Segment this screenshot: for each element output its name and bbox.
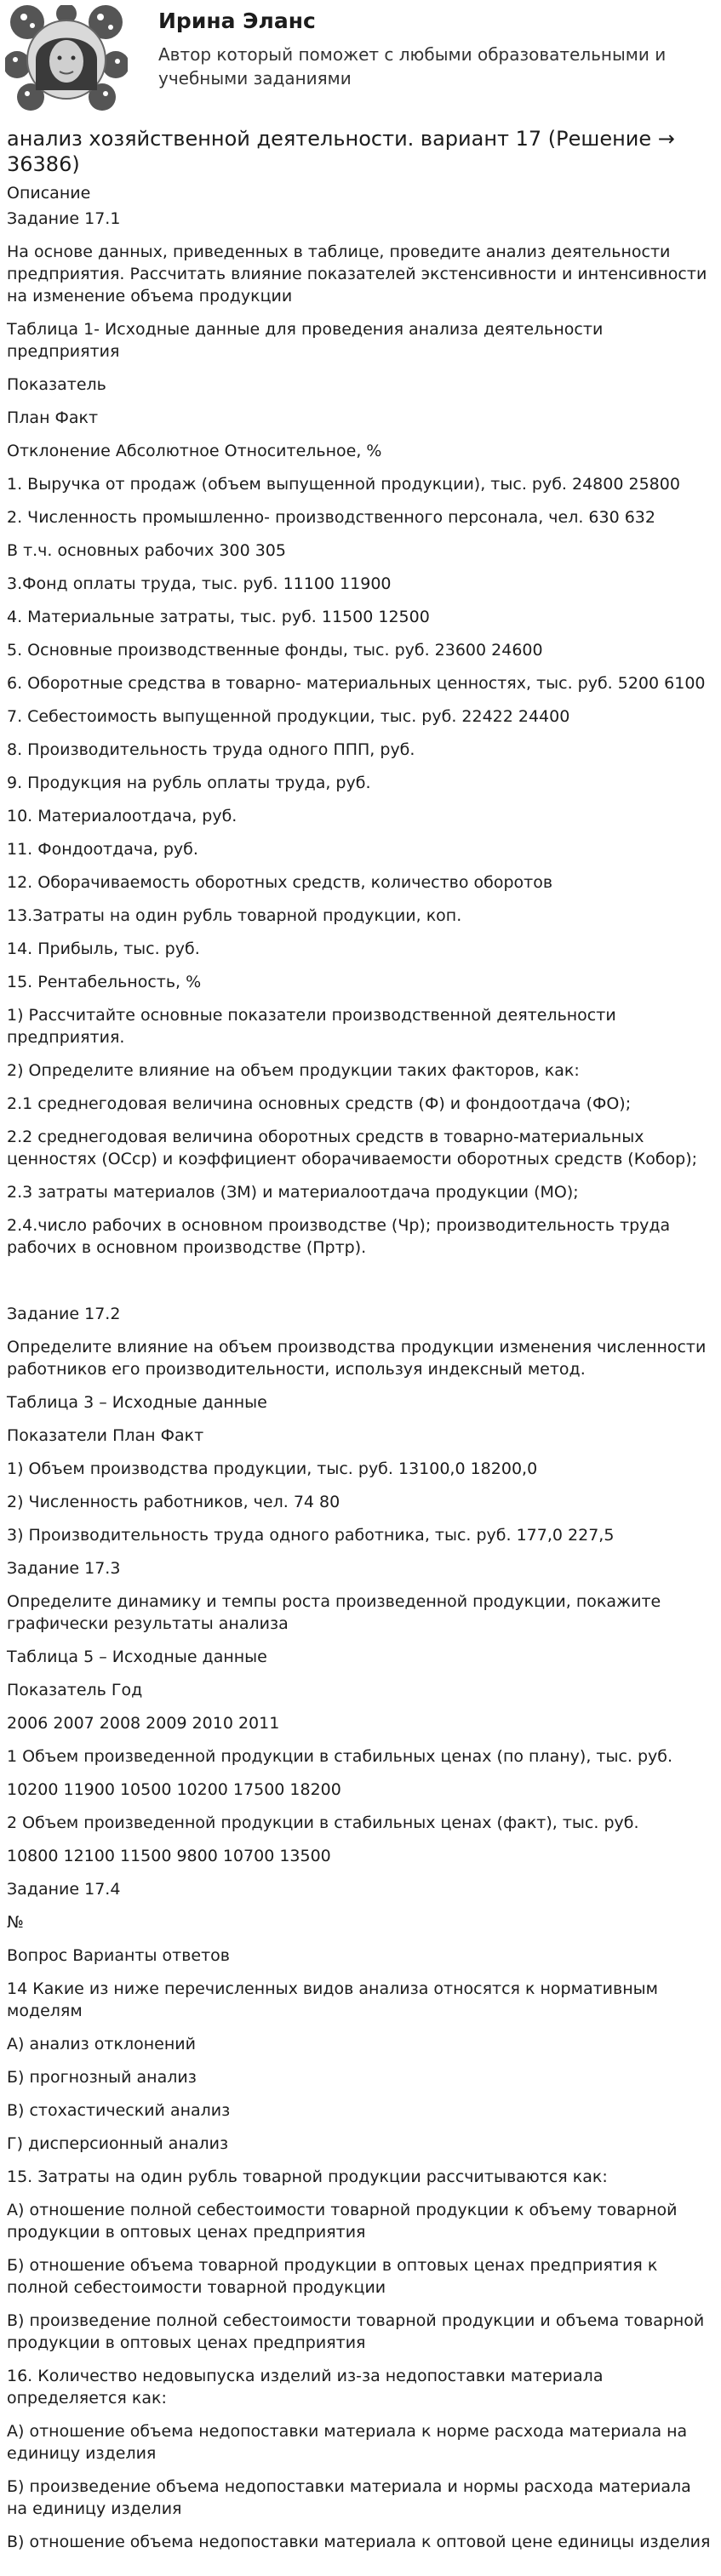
text-line: Таблица 5 – Исходные данные (7, 1648, 267, 1666)
text-line: 10200 11900 10500 10200 17500 18200 (7, 1780, 341, 1799)
text-line: 5. Основные производственные фонды, тыс. руб. 23600 24600 (7, 641, 543, 660)
text-line: 3) Производительность труда одного работника, тыс. руб. 177,0 227,5 (7, 1526, 615, 1545)
text-line: Показатели План Факт (7, 1426, 204, 1445)
text-line: Б) произведение объема недопоставки материала и нормы расхода материала на единицу изделия (7, 2477, 691, 2518)
text-line: 1. Выручка от продаж (объем выпущенной продукции), тыс. руб. 24800 25800 (7, 475, 680, 494)
text-line: Отклонение Абсолютное Относительное, % (7, 442, 382, 460)
text-line: 2.2 среднегодовая величина оборотных средств в товарно-материальных ценностях (ОСср) и коэффициент оборачиваемости оборотных средств (Кобор); (7, 1128, 698, 1168)
text-line: Вопрос Варианты ответов (7, 1946, 230, 1965)
text-line: Таблица 1- Исходные данные для проведения анализа деятельности предприятия (7, 320, 604, 361)
text-line: Показатель Год (7, 1681, 143, 1699)
text-line: 2 Объем произведенной продукции в стабильных ценах (факт), тыс. руб. (7, 1813, 639, 1832)
author-header (0, 0, 721, 123)
text-line: 11. Фондоотдача, руб. (7, 840, 198, 859)
text-line: 8. Производительность труда одного ППП, руб. (7, 740, 415, 759)
text-line: 10. Материалоотдача, руб. (7, 807, 237, 825)
text-line: Показатель (7, 375, 106, 394)
text-line: Определите динамику и темпы роста произведенной продукции, покажите графически результаты анализа (7, 1592, 661, 1633)
task-description (7, 182, 715, 2564)
text-line: Г) дисперсионный анализ (7, 2134, 229, 2153)
text-line: 2) Численность работников, чел. 74 80 (7, 1493, 340, 1511)
description-label: Описание (7, 184, 91, 203)
text-line: 15. Затраты на один рубль товарной продукции рассчитываются как: (7, 2168, 608, 2186)
text-line: Задание 17.3 (7, 1559, 121, 1578)
text-line: Таблица 3 – Исходные данные (7, 1393, 267, 1412)
text-line: Задание 17.4 (7, 1880, 121, 1899)
text-line: 12. Оборачиваемость оборотных средств, количество оборотов (7, 873, 553, 892)
text-line: В т.ч. основных рабочих 300 305 (7, 541, 286, 560)
text-line: 2) Определите влияние на объем продукции таких факторов, как: (7, 1061, 580, 1080)
text-line: А) анализ отклонений (7, 2035, 196, 2053)
text-line: Определите влияние на объем производства продукции изменения численности работников его производительности, используя индексный метод. (7, 1338, 707, 1379)
text-line: 13.Затраты на один рубль товарной продукции, коп. (7, 906, 462, 925)
text-line: В) стохастический анализ (7, 2101, 231, 2120)
text-line: 14 Какие из ниже перечисленных видов анализа относятся к нормативным моделям (7, 1979, 658, 2020)
text-line: 9. Продукция на рубль оплаты труда, руб. (7, 774, 371, 792)
text-line: В) произведение полной себестоимости товарной продукции и объема товарной продукции в оптовых ценах предприятия (7, 2311, 705, 2352)
text-line: 1 Объем произведенной продукции в стабильных ценах (по плану), тыс. руб. (7, 1747, 673, 1766)
text-line: Б) прогнозный анализ (7, 2068, 197, 2087)
text-line: 7. Себестоимость выпущенной продукции, тыс. руб. 22422 24400 (7, 707, 570, 726)
text-line: 16. Количество недовыпуска изделий из-за недопоставки материала определяется как: (7, 2367, 604, 2408)
text-line: 4. Материальные затраты, тыс. руб. 11500 12500 (7, 608, 430, 626)
text-line: План Факт (7, 408, 99, 427)
text-line: 2.1 среднегодовая величина основных средств (Ф) и фондоотдача (ФО); (7, 1094, 632, 1113)
text-line: 2. Численность промышленно- производственного персонала, чел. 630 632 (7, 508, 655, 527)
text-line: 6. Оборотные средства в товарно- материальных ценностях, тыс. руб. 5200 6100 (7, 674, 706, 693)
text-line: Б) отношение объема товарной продукции в оптовых ценах предприятия к полной себестоимости товарной продукции (7, 2256, 658, 2297)
text-line: В) отношение объема недопоставки материала к оптовой цене единицы изделия (7, 2533, 711, 2551)
text-line: А) отношение объема недопоставки материала к норме расхода материала на единицу изделия (7, 2422, 688, 2463)
author-name[interactable]: Ирина Эланс (158, 9, 316, 33)
text-line: 15. Рентабельность, % (7, 973, 202, 991)
text-line: На основе данных, приведенных в таблице, проведите анализ деятельности предприятия. Рассчитать влияние показателей экстенсивности и интенсивности на изменение объема продукции (7, 243, 707, 306)
text-line: 1) Объем производства продукции, тыс. руб. 13100,0 18200,0 (7, 1459, 538, 1478)
text-line: Задание 17.1 (7, 209, 121, 228)
text-line: Задание 17.2 (7, 1305, 121, 1323)
author-avatar (5, 5, 128, 111)
text-line: № (7, 1913, 24, 1932)
text-line: 2006 2007 2008 2009 2010 2011 (7, 1714, 280, 1733)
author-description: Автор который поможет с любыми образовательными и учебными заданиями (158, 44, 667, 89)
text-line: 14. Прибыль, тыс. руб. (7, 940, 200, 958)
text-line: 3.Фонд оплаты труда, тыс. руб. 11100 11900 (7, 574, 392, 593)
text-line: 2.3 затраты материалов (ЗМ) и материалоотдача продукции (МО); (7, 1183, 579, 1202)
text-line: 2.4.число рабочих в основном производстве (Чр); производительность труда рабочих в основном производстве (Пртр). (7, 1216, 671, 1257)
text-line: 10800 12100 11500 9800 10700 13500 (7, 1847, 331, 1865)
text-line: А) отношение полной себестоимости товарной продукции к объему товарной продукции в оптовых ценах предприятия (7, 2201, 678, 2242)
text-line: 1) Рассчитайте основные показатели производственной деятельности предприятия. (7, 1006, 616, 1047)
page-title: анализ хозяйственной деятельности. вариант 17 (Решение → 36386) (7, 127, 675, 176)
